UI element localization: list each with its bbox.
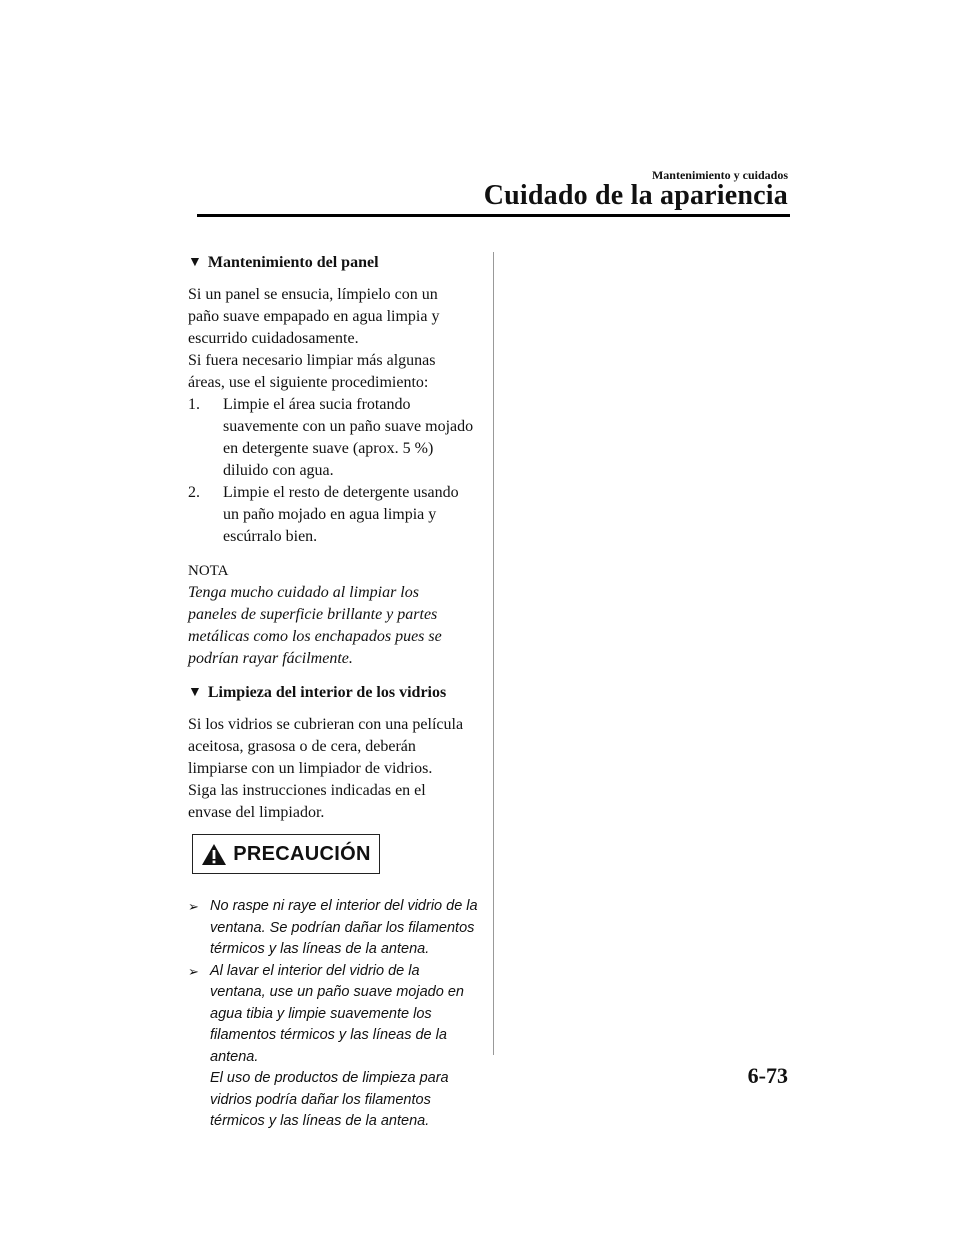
text-line: Si un panel se ensucia, límpielo con un <box>188 286 438 303</box>
caution-item <box>188 961 488 1133</box>
text-line: Siga las instrucciones indicadas en el <box>188 782 426 799</box>
glass-paragraph <box>188 714 488 824</box>
text-line: escurrido cuidadosamente. <box>188 330 359 347</box>
text-line: podrían rayar fácilmente. <box>188 650 353 667</box>
text-line: térmicos y las líneas de la antena. <box>210 941 430 957</box>
warning-triangle-icon <box>201 843 227 866</box>
text-line: limpiarse con un limpiador de vidrios. <box>188 760 433 777</box>
text-line: Si los vidrios se cubrieran con una película <box>188 716 464 733</box>
text-line: Limpie el área sucia frotando <box>223 396 411 413</box>
text-line: Tenga mucho cuidado al limpiar los <box>188 584 419 601</box>
section-heading-panel <box>188 252 488 274</box>
arrow-right-icon: ➢ <box>188 963 199 979</box>
caution-box <box>192 834 380 874</box>
header-section-label: Mantenimiento y cuidados <box>651 168 788 182</box>
heading-text: Limpieza del interior de los vidrios <box>207 684 447 701</box>
text-line: agua tibia y limpie suavemente los <box>210 1005 432 1022</box>
heading-text: Mantenimiento del panel <box>207 254 379 271</box>
text-line: El uso de productos de limpieza para <box>210 1070 449 1086</box>
step-number: 2. <box>188 484 200 501</box>
text-line: ventana, use un paño suave mojado en <box>210 984 464 1000</box>
note-label: NOTA <box>188 563 229 579</box>
panel-paragraph-1 <box>188 284 488 350</box>
text-line: filamentos térmicos y las líneas de la <box>210 1027 447 1043</box>
text-line: paño suave empapado en agua limpia y <box>188 308 440 325</box>
text-line: No raspe ni raye el interior del vidrio de la <box>210 898 478 914</box>
text-line: aceitosa, grasosa o de cera, deberán <box>188 738 416 755</box>
column-divider <box>493 252 494 1055</box>
left-column <box>188 252 488 1133</box>
arrow-right-icon: ➢ <box>188 899 199 914</box>
text-line: térmicos y las líneas de la antena. <box>210 1113 430 1129</box>
text-line: en detergente suave (aprox. 5 %) <box>223 440 434 457</box>
caution-list <box>188 896 488 1133</box>
text-line: Limpie el resto de detergente usando <box>223 484 459 501</box>
text-line: vidrios podría dañar los filamentos <box>210 1091 431 1108</box>
text-line: Al lavar el interior del vidrio de la <box>210 962 420 979</box>
triangle-down-icon: ▼ <box>188 255 202 270</box>
panel-paragraph-2 <box>188 350 488 394</box>
text-line: diluido con agua. <box>223 462 334 479</box>
caution-item <box>188 896 488 961</box>
triangle-down-icon: ▼ <box>188 685 202 700</box>
text-line: áreas, use el siguiente procedimiento: <box>188 374 429 391</box>
text-line: escúrralo bien. <box>223 528 318 545</box>
page-title: Cuidado de la apariencia <box>483 180 788 211</box>
text-line: antena. <box>210 1048 259 1065</box>
text-line: ventana. Se podrían dañar los filamentos <box>210 919 475 936</box>
note-text <box>188 582 488 670</box>
procedure-step <box>188 482 488 548</box>
procedure-step <box>188 394 488 482</box>
header-divider <box>197 214 790 217</box>
section-heading-glass <box>188 682 488 704</box>
text-line: suavemente con un paño suave mojado <box>223 418 474 435</box>
page-number: 6-73 <box>747 1063 788 1088</box>
text-line: metálicas como los enchapados pues se <box>188 628 442 645</box>
procedure-steps <box>188 394 488 548</box>
step-number: 1. <box>188 396 200 413</box>
text-line: un paño mojado en agua limpia y <box>223 506 437 523</box>
text-line: Si fuera necesario limpiar más algunas <box>188 352 436 369</box>
text-line: paneles de superficie brillante y partes <box>188 606 438 623</box>
text-line: envase del limpiador. <box>188 804 325 821</box>
caution-title: PRECAUCIÓN <box>233 843 371 865</box>
